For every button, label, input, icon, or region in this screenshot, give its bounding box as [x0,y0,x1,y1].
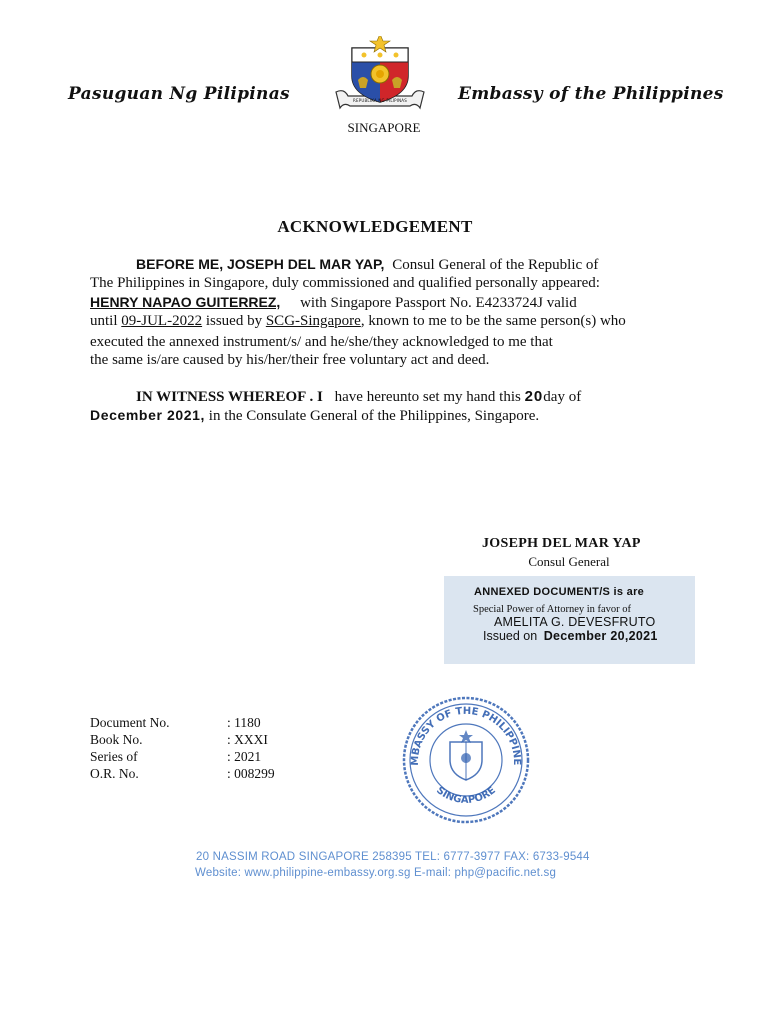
paragraph-1-line-2: The Philippines in Singapore, duly commissioned and qualified personally appeared: [90,275,600,291]
registry-row [90,731,275,748]
paragraph-1-line-4: until 09-JUL-2022 issued by SCG-Singapore, known to me to be the same person(s) who [90,313,626,329]
registry-label: Book No. [90,732,143,747]
paragraph-2-line-1: IN WITNESS WHEREOF . I have hereunto set my hand this 20day of [136,388,582,405]
header-city: SINGAPORE [347,120,421,135]
philippine-coat-of-arms-icon [330,36,430,118]
passport-issuer: SCG-Singapore [265,313,361,329]
annex-issued-date: December 20,2021 [543,629,658,643]
signatory-name: JOSEPH DEL MAR YAP [482,536,641,551]
registry-row [90,765,275,782]
annexed-documents-box [444,576,695,664]
document-title: ACKNOWLEDGEMENT [277,217,473,236]
stamp-top-text: MBASSY OF THE PHILIPPINE [409,705,523,766]
coat-of-arms-banner-text: REPUBLIKA NG PILIPINAS [353,98,407,103]
registry-row [90,714,275,731]
footer-address: 20 NASSIM ROAD SINGAPORE 258395 TEL: 6777-3977 FAX: 6733-9544 [196,851,590,863]
header-right-text: Embassy of the Philippines [458,84,724,104]
registry-label: Document No. [90,715,170,730]
paragraph-1-line-6: the same is/are caused by his/her/their free voluntary act and deed. [90,352,490,368]
annex-description: Special Power of Attorney in favor of [473,604,632,615]
paragraph-2-line-2: December 2021, in the Consulate General of the Philippines, Singapore. [90,407,540,424]
annex-heading: ANNEXED DOCUMENT/S is are [474,586,645,598]
registry-value: : 008299 [227,766,275,781]
annex-issued: Issued on December 20,2021 [483,629,658,643]
paragraph-1-line-1: BEFORE ME, JOSEPH DEL MAR YAP, Consul General of the Republic of [136,256,599,273]
registry-value: : 2021 [227,749,262,764]
header-left-text: Pasuguan Ng Pilipinas [68,84,290,104]
witness-month-year: December 2021, [90,407,206,423]
registry-details [90,714,275,782]
registry-row [90,748,275,765]
stamp-bottom-text: SINGAPORE [434,784,498,806]
svg-text:SINGAPORE [434,785,498,806]
witness-day: 20 [524,388,544,405]
in-witness-whereof: IN WITNESS WHEREOF . I [136,389,323,405]
signatory-title: Consul General [528,554,610,569]
registry-label: O.R. No. [90,766,139,781]
registry-value: : XXXI [227,732,268,747]
annex-beneficiary: AMELITA G. DEVESFRUTO [494,615,656,629]
registry-value: : 1180 [227,715,261,730]
registry-label: Series of [90,749,138,764]
footer-contact: Website: www.philippine-embassy.org.sg E-mail: php@pacific.net.sg [195,867,557,879]
paragraph-1-line-3: HENRY NAPAO GUITERREZ, with Singapore Passport No. E4233724J valid [90,294,577,311]
before-me-statement: BEFORE ME, JOSEPH DEL MAR YAP, [136,256,385,272]
passport-valid-until: 09-JUL-2022 [121,313,203,329]
appearing-party-name: HENRY NAPAO GUITERREZ, [90,294,281,310]
paragraph-1-line-5: executed the annexed instrument/s/ and he/she/they acknowledged to me that [90,334,553,350]
embassy-stamp-icon [400,694,532,826]
